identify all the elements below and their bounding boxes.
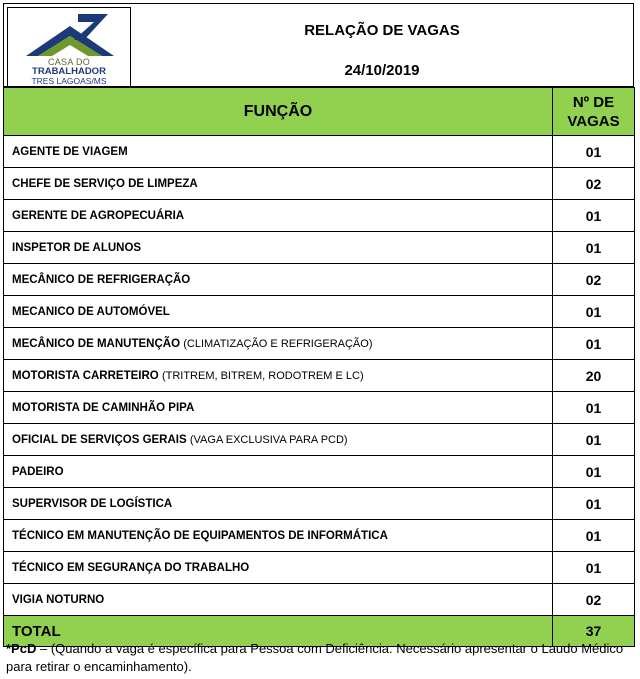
page-date: 24/10/2019: [344, 62, 420, 79]
cell-funcao: [4, 168, 553, 200]
cell-funcao: [4, 360, 553, 392]
funcao-obs: (TRITREM, BITREM, RODOTREM E LC): [161, 369, 364, 382]
cell-vagas: 01: [553, 424, 635, 456]
page-title: RELAÇÃO DE VAGAS: [304, 22, 460, 39]
cell-funcao: [4, 296, 553, 328]
footnote-pcd: *PcD: [6, 641, 37, 656]
funcao-name: MECANICO DE AUTOMÓVEL: [12, 305, 170, 318]
table-row: [4, 168, 635, 200]
table-row: [4, 296, 635, 328]
cell-funcao: [4, 232, 553, 264]
logo-line-1: CASA DO: [47, 57, 91, 67]
funcao-name: MECÂNICO DE MANUTENÇÃO: [12, 337, 181, 350]
funcao-obs: (CLIMATIZAÇÃO E REFRIGERAÇÃO): [183, 337, 373, 350]
cell-funcao: [4, 392, 553, 424]
cell-vagas: 01: [553, 392, 635, 424]
funcao-name: GERENTE DE AGROPECUÁRIA: [12, 209, 185, 222]
funcao-name: MECÂNICO DE REFRIGERAÇÃO: [12, 273, 191, 286]
cell-funcao: [4, 264, 553, 296]
table-row: [4, 264, 635, 296]
logo-line-2: TRABALHADOR: [32, 66, 106, 77]
footnote: [6, 640, 636, 676]
cell-vagas: 20: [553, 360, 635, 392]
header: [3, 3, 634, 87]
cell-funcao: [4, 520, 553, 552]
footnote-text: – (Quando a vaga é específica para Pessoa com Deficiência. Necessário apresentar o Laudo Médico para retirar o encaminhamento).: [6, 641, 624, 674]
cell-vagas: 01: [553, 136, 635, 168]
logo: [7, 7, 131, 87]
total-label: TOTAL: [4, 616, 553, 647]
funcao-name: TÉCNICO EM SEGURANÇA DO TRABALHO: [12, 561, 250, 574]
table-row: [4, 328, 635, 360]
cell-funcao: [4, 136, 553, 168]
column-header-vagas-line1: Nº DE: [572, 93, 615, 111]
cell-vagas: 01: [553, 488, 635, 520]
table-row: [4, 552, 635, 584]
cell-vagas: 01: [553, 296, 635, 328]
funcao-name: VIGIA NOTURNO: [12, 593, 105, 606]
funcao-name: OFICIAL DE SERVIÇOS GERAIS: [12, 433, 187, 446]
funcao-name: MOTORISTA DE CAMINHÃO PIPA: [12, 401, 195, 414]
cell-funcao: [4, 584, 553, 616]
funcao-name: INSPETOR DE ALUNOS: [12, 241, 142, 254]
logo-line-3: TRES LAGOAS/MS: [31, 76, 107, 86]
funcao-name: TÉCNICO EM MANUTENÇÃO DE EQUIPAMENTOS DE INFORMÁTICA: [12, 529, 388, 542]
cell-vagas: 01: [553, 328, 635, 360]
cell-vagas: 01: [553, 552, 635, 584]
cell-funcao: [4, 328, 553, 360]
table-row: [4, 456, 635, 488]
table-row: [4, 488, 635, 520]
funcao-obs: (VAGA EXCLUSIVA PARA PCD): [189, 433, 348, 446]
column-header-funcao: FUNÇÃO: [4, 88, 553, 136]
cell-vagas: 01: [553, 200, 635, 232]
house-logo-icon: [22, 12, 118, 58]
table-body: [4, 136, 635, 616]
cell-funcao: [4, 456, 553, 488]
table-row: [4, 584, 635, 616]
cell-vagas: 02: [553, 264, 635, 296]
table-row: [4, 424, 635, 456]
cell-vagas: 02: [553, 584, 635, 616]
column-header-vagas-line2: VAGAS: [567, 112, 620, 130]
cell-vagas: 01: [553, 456, 635, 488]
funcao-name: AGENTE DE VIAGEM: [12, 145, 128, 158]
cell-vagas: 01: [553, 520, 635, 552]
cell-funcao: [4, 200, 553, 232]
table-row: [4, 520, 635, 552]
funcao-name: SUPERVISOR DE LOGÍSTICA: [12, 497, 173, 510]
vacancies-table: [3, 87, 635, 647]
table-row: [4, 136, 635, 168]
cell-funcao: [4, 424, 553, 456]
funcao-name: MOTORISTA CARRETEIRO: [12, 369, 159, 382]
cell-funcao: [4, 488, 553, 520]
table-row: [4, 200, 635, 232]
table-row: [4, 360, 635, 392]
table-row: [4, 232, 635, 264]
total-value: 37: [553, 616, 635, 647]
table-row: [4, 392, 635, 424]
cell-vagas: 02: [553, 168, 635, 200]
funcao-name: PADEIRO: [12, 465, 64, 478]
cell-vagas: 01: [553, 232, 635, 264]
table-header-row: [4, 88, 635, 136]
funcao-name: CHEFE DE SERVIÇO DE LIMPEZA: [12, 177, 198, 190]
cell-funcao: [4, 552, 553, 584]
column-header-vagas: [553, 88, 635, 136]
